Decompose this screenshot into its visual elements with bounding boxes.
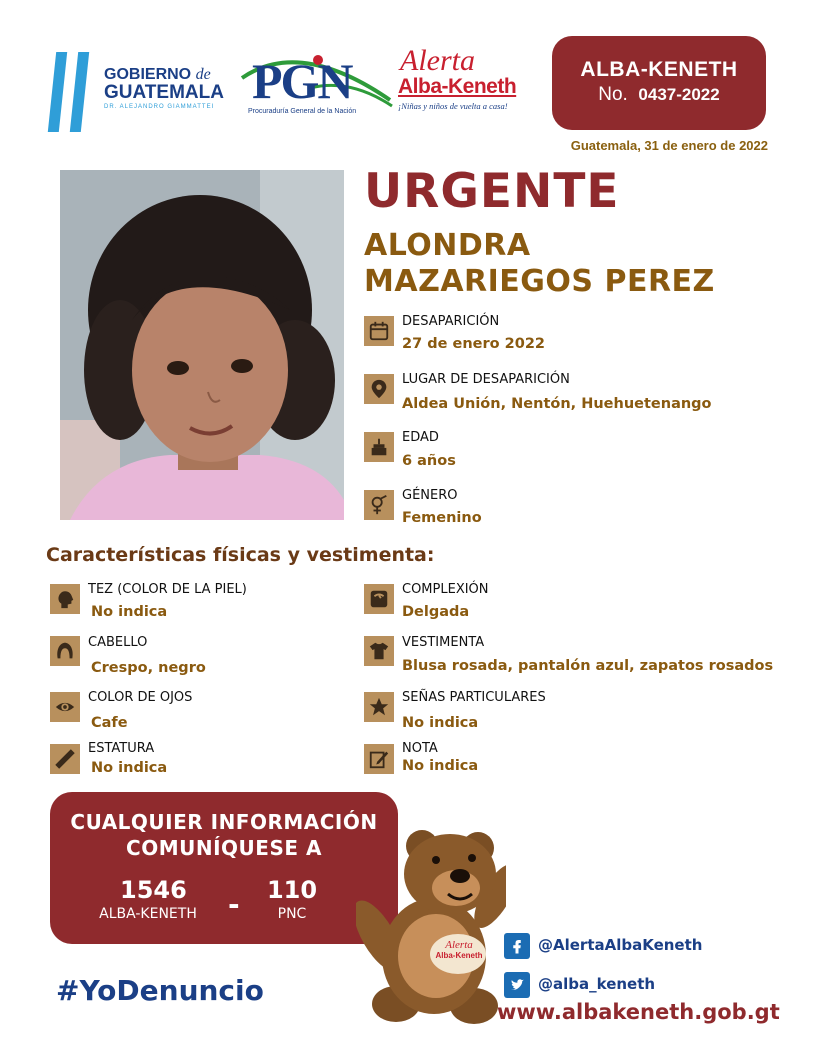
phone-pnc[interactable]: 110 xyxy=(266,876,318,904)
eye-color-value: Cafe xyxy=(91,715,128,731)
facebook-handle[interactable]: @AlertaAlbaKeneth xyxy=(538,936,703,954)
clothing-value: Blusa rosada, pantalón azul, zapatos rosados xyxy=(402,658,774,674)
phone-alba-keneth[interactable]: 1546 xyxy=(120,876,187,904)
gobierno-de: de xyxy=(195,66,211,83)
bear-badge-line1: Alerta xyxy=(445,939,473,951)
note-value: No indica xyxy=(402,758,479,774)
gender-value: Femenino xyxy=(402,510,482,526)
disappearance-value: 27 de enero 2022 xyxy=(402,336,545,352)
missing-child-photo xyxy=(60,170,344,520)
calendar-icon xyxy=(364,316,394,346)
eye-icon xyxy=(50,692,80,722)
bear-mascot xyxy=(356,826,506,1026)
birthday-cake-icon xyxy=(364,432,394,462)
skin-value: No indica xyxy=(91,604,168,620)
location-pin-icon xyxy=(364,374,394,404)
alerta-logo-tagline: ¡Niñas y niños de vuelta a casa! xyxy=(398,101,508,111)
twitter-handle[interactable]: @alba_keneth xyxy=(538,975,656,993)
missing-name-line1: ALONDRA xyxy=(364,228,531,263)
age-value: 6 años xyxy=(402,453,456,469)
marks-label: SEÑAS PARTICULARES xyxy=(402,690,546,705)
pgn-subtitle: Procuraduría General de la Nación xyxy=(248,108,357,115)
age-label: EDAD xyxy=(402,430,439,445)
eye-color-label: COLOR DE OJOS xyxy=(88,690,193,705)
gender-label: GÉNERO xyxy=(402,488,458,503)
bear-badge-line2: Alba-Keneth xyxy=(435,951,483,960)
twitter-icon[interactable] xyxy=(504,972,530,998)
gobierno-logo-stripes xyxy=(52,52,92,132)
marks-value: No indica xyxy=(402,715,479,731)
clothing-label: VESTIMENTA xyxy=(402,635,485,650)
skin-label: TEZ (COLOR DE LA PIEL) xyxy=(88,582,247,597)
gender-icon xyxy=(364,490,394,520)
bulletin-date: Guatemala, 31 de enero de 2022 xyxy=(570,138,768,153)
case-number-badge xyxy=(552,36,766,130)
missing-name-line2: MAZARIEGOS PEREZ xyxy=(364,264,715,299)
case-no-label: No. xyxy=(598,84,628,105)
gobierno-line3: DR. ALEJANDRO GIAMMATTEI xyxy=(104,104,215,110)
disappearance-label: DESAPARICIÓN xyxy=(402,314,500,329)
height-label: ESTATURA xyxy=(88,741,155,756)
phone-separator: - xyxy=(228,888,240,921)
urgent-heading: URGENTE xyxy=(364,164,620,219)
alerta-alba-keneth-logo xyxy=(398,46,532,114)
note-edit-icon xyxy=(364,744,394,774)
website-link[interactable]: www.albakeneth.gob.gt xyxy=(497,1000,780,1024)
contact-line2: COMUNÍQUESE A xyxy=(126,836,322,860)
ruler-icon xyxy=(50,744,80,774)
head-profile-icon xyxy=(50,584,80,614)
height-value: No indica xyxy=(91,760,168,776)
hashtag: #YoDenuncio xyxy=(56,974,264,1007)
characteristics-heading: Características físicas y vestimenta: xyxy=(46,544,435,566)
contact-line1: CUALQUIER INFORMACIÓN xyxy=(70,810,378,834)
case-title: ALBA-KENETH xyxy=(580,58,738,81)
build-label: COMPLEXIÓN xyxy=(402,582,489,597)
pgn-mark: PGN xyxy=(252,53,352,109)
location-label: LUGAR DE DESAPARICIÓN xyxy=(402,372,570,387)
location-value: Aldea Unión, Nentón, Huehuetenango xyxy=(402,396,712,412)
hair-label: CABELLO xyxy=(88,635,148,650)
star-icon xyxy=(364,692,394,722)
alerta-logo-line2: Alba-Keneth xyxy=(398,75,517,98)
case-no-value: 0437-2022 xyxy=(638,85,720,104)
phone-alba-keneth-label: ALBA-KENETH xyxy=(99,906,197,922)
phone-pnc-label: PNC xyxy=(277,906,307,922)
contact-box xyxy=(50,792,398,944)
shirt-icon xyxy=(364,636,394,666)
facebook-icon[interactable] xyxy=(504,933,530,959)
alerta-logo-line1: Alerta xyxy=(400,44,475,77)
gobierno-guatemala-logo xyxy=(104,66,239,110)
scale-icon xyxy=(364,584,394,614)
note-label: NOTA xyxy=(402,741,438,756)
pgn-logo xyxy=(240,48,395,120)
hair-icon xyxy=(50,636,80,666)
gobierno-line2: GUATEMALA xyxy=(104,82,224,103)
gobierno-line1: GOBIERNO xyxy=(104,66,192,83)
hair-value: Crespo, negro xyxy=(91,660,206,676)
build-value: Delgada xyxy=(402,604,470,620)
